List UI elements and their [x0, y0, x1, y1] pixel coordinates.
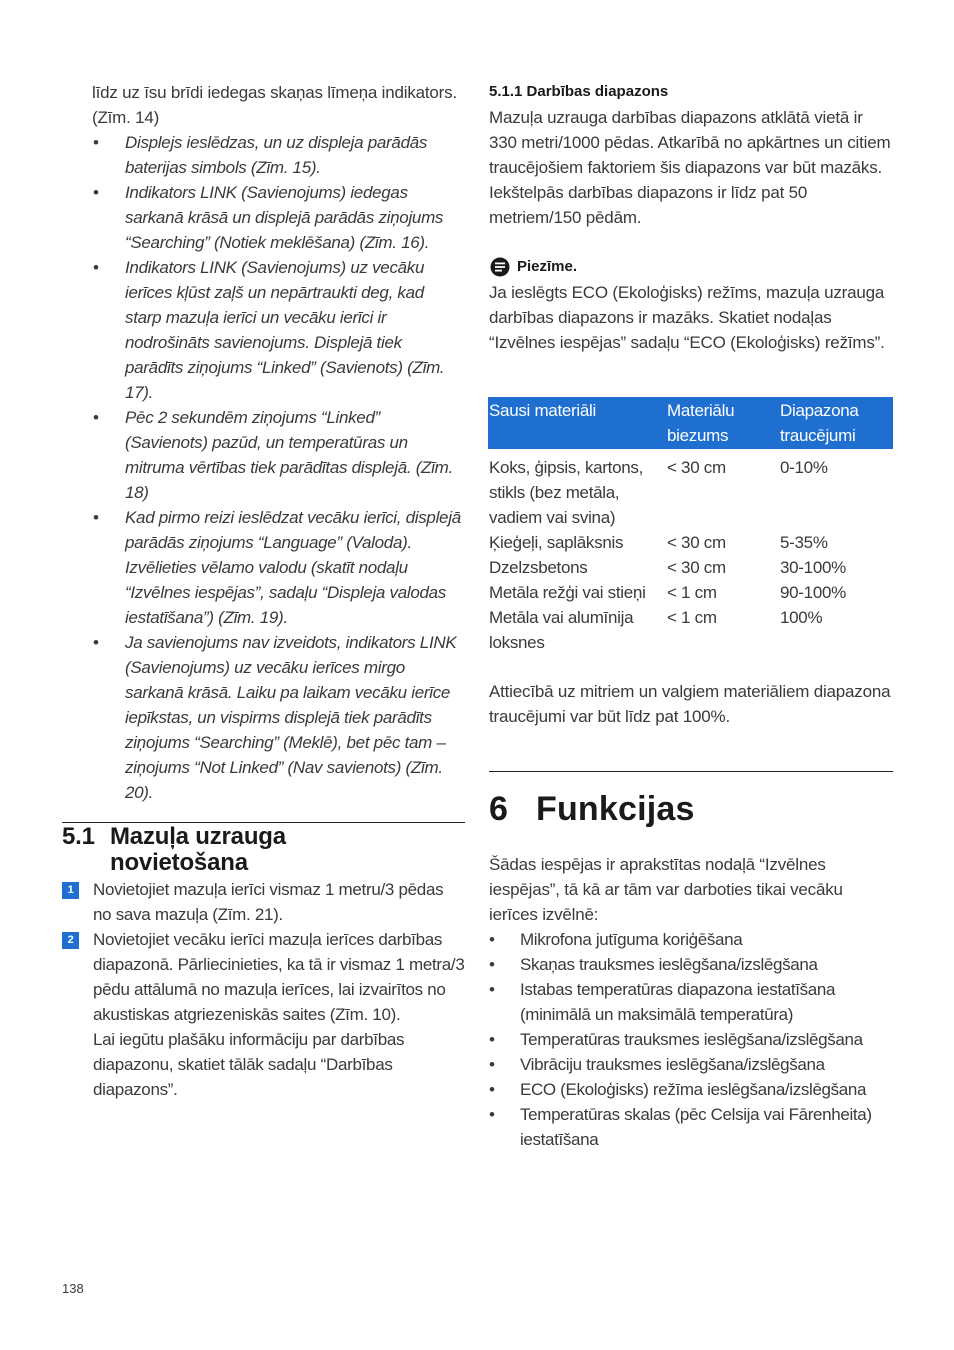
list-item-text: ECO (Ekoloģisks) režīma ieslēgšana/izslēgšana: [520, 1080, 867, 1099]
functions-list: [489, 927, 899, 1152]
after-table-paragraph: Attiecībā uz mitriem un valgiem materiāliem diapazona traucējumi var būt līdz pat 100%.: [489, 682, 891, 726]
chapter-title: Funkcijas: [536, 790, 695, 828]
step-extra-text: Lai iegūtu plašāku informāciju par darbības diapazonu, skatiet tālāk sadaļu “Darbības diapazons”.: [93, 1030, 405, 1099]
table-cell: Ķieģeļi, saplāksnis: [489, 533, 624, 552]
table-cell: Dzelzsbetons: [489, 558, 588, 577]
note-text: Ja ieslēgts ECO (Ekoloģisks) režīms, mazuļa uzrauga darbības diapazons ir mazāks. Skatiet nodaļas “Izvēlnes iespējas” sadaļu “ECO (Ekoloģisks) režīms”.: [489, 283, 885, 352]
functions-intro: Šādas iespējas ir aprakstītas nodaļā “Izvēlnes iespējas”, tā kā ar tām var darboties tikai vecāku ierīces izvēlnē:: [489, 855, 843, 924]
bullet-icon: •: [93, 183, 99, 202]
bullet-icon: •: [489, 1055, 495, 1074]
step-number-badge: 2: [62, 932, 79, 949]
list-item-text: Vibrāciju trauksmes ieslēgšana/izslēgšana: [520, 1055, 825, 1074]
list-item: [92, 505, 464, 630]
bullet-icon: •: [93, 133, 99, 152]
list-item-text: Skaņas trauksmes ieslēgšana/izslēgšana: [520, 955, 818, 974]
table-cell: < 30 cm: [667, 458, 726, 477]
list-item-text: Displejs ieslēdzas, un uz displeja parādās baterijas simbols (Zīm. 15).: [125, 133, 428, 177]
bullet-icon: •: [93, 408, 99, 427]
column-header: Materiālu biezums: [666, 397, 779, 449]
bullet-icon: •: [489, 980, 495, 999]
materials-table: [488, 397, 893, 655]
list-item-text: Kad pirmo reizi ieslēdzat vecāku ierīci, displejā parādās ziņojums “Language” (Valoda). Izvēlieties vēlamo valodu (skatīt nodaļu “Izvēlnes iespējas”, sadaļu “Displeja valodas iestatīšana”) (Zīm. 19).: [125, 508, 461, 627]
list-item: [92, 130, 464, 180]
bullet-icon: •: [93, 258, 99, 277]
bullet-icon: •: [93, 633, 99, 652]
bullet-icon: •: [489, 1105, 495, 1124]
list-item-text: Mikrofona jutīguma koriģēšana: [520, 930, 743, 949]
list-item: [92, 180, 464, 255]
bullet-icon: •: [489, 930, 495, 949]
status-bullet-list: [92, 130, 464, 805]
table-cell: Metāla režģi vai stieņi: [489, 583, 646, 602]
chapter-heading: [489, 786, 695, 832]
page-number: 138: [62, 1281, 84, 1296]
bullet-icon: •: [93, 508, 99, 527]
section-title-line2: novietošana: [110, 849, 248, 876]
section-number: 5.1: [62, 823, 95, 850]
bullet-icon: •: [489, 955, 495, 974]
table-cell: < 30 cm: [667, 533, 726, 552]
table-cell: Koks, ģipsis, kartons, stikls (bez metāla, vadiem vai svina): [489, 458, 644, 527]
subsection-heading: 5.1.1 Darbības diapazons: [489, 83, 669, 100]
table-row: [488, 555, 893, 580]
list-item: [92, 255, 464, 405]
list-item: [489, 1027, 899, 1052]
table-cell: 0-10%: [780, 458, 828, 477]
note-title: Piezīme.: [517, 258, 578, 275]
list-item: [489, 1052, 899, 1077]
list-item-text: Temperatūras skalas (pēc Celsija vai Fārenheita) iestatīšana: [520, 1105, 872, 1149]
note-icon: [490, 257, 510, 277]
list-item: [92, 405, 464, 505]
table-cell: 30-100%: [780, 558, 846, 577]
step-item: [62, 927, 466, 1102]
step-text: Novietojiet vecāku ierīci mazuļa ierīces darbības diapazonā. Pārliecinieties, ka tā ir vismaz 1 metra/3 pēdu attālumā no mazuļa ierīces, lai izvairītos no akustiskas atgriezeniskās saites (Zīm. 10).: [93, 930, 465, 1024]
column-header: Diapazona traucējumi: [779, 397, 893, 449]
table-header-row: [488, 397, 893, 449]
range-paragraph: Mazuļa uzrauga darbības diapazons atklātā vietā ir 330 metri/1000 pēdas. Atkarībā no apkārtnes un citiem traucējošiem faktoriem šis diapazons var būt mazāks. Iekštelpās darbības diapazons ir līdz pat 50 metriem/150 pēdām.: [489, 108, 891, 227]
chapter-number: 6: [489, 790, 509, 828]
list-item-text: Indikators LINK (Savienojums) iedegas sarkanā krāsā un displejā parādās ziņojums “Searching” (Notiek meklēšana) (Zīm. 16).: [125, 183, 444, 252]
table-cell: < 30 cm: [667, 558, 726, 577]
list-item-text: Pēc 2 sekundēm ziņojums “Linked” (Savienots) pazūd, un temperatūras un mitruma vērtības tiek parādītas displejā. (Zīm. 18): [125, 408, 453, 502]
table-cell: < 1 cm: [667, 608, 717, 627]
list-item: [489, 1077, 899, 1102]
section-heading: [62, 824, 462, 876]
bullet-icon: •: [489, 1030, 495, 1049]
table-row: [488, 449, 893, 530]
section-title-line1: Mazuļa uzrauga: [110, 823, 286, 850]
intro-paragraph: līdz uz īsu brīdi iedegas skaņas līmeņa indikators. (Zīm. 14): [92, 83, 457, 127]
list-item: [92, 630, 464, 805]
table-row: [488, 605, 893, 655]
step-number-badge: 1: [62, 882, 79, 899]
list-item: [489, 952, 899, 977]
table-cell: < 1 cm: [667, 583, 717, 602]
placement-steps: [62, 877, 466, 1102]
table-cell: 5-35%: [780, 533, 828, 552]
table-cell: 100%: [780, 608, 823, 627]
step-item: [62, 877, 466, 927]
table-row: [488, 580, 893, 605]
column-header: Sausi materiāli: [488, 397, 666, 449]
table-cell: 90-100%: [780, 583, 846, 602]
list-item: [489, 977, 899, 1027]
note-heading: [490, 256, 577, 278]
chapter-divider: [489, 771, 893, 772]
list-item-text: Ja savienojums nav izveidots, indikators LINK (Savienojums) uz vecāku ierīces mirgo sarkanā krāsā. Laiku pa laikam vecāku ierīce iepīkstas, un vispirms displejā tiek parādīts ziņojums “Searching” (Meklē), bet pēc tam – ziņojums “Not Linked” (Nav savienots) (Zīm. 20).: [125, 633, 457, 802]
list-item: [489, 1102, 899, 1152]
list-item-text: Indikators LINK (Savienojums) uz vecāku ierīces kļūst zaļš un nepārtraukti deg, kad starp mazuļa ierīci un vecāku ierīci ir nodrošināts savienojums. Displejā tiek parādīts ziņojums “Linked” (Savienots) (Zīm. 17).: [125, 258, 445, 402]
list-item-text: Temperatūras trauksmes ieslēgšana/izslēgšana: [520, 1030, 863, 1049]
bullet-icon: •: [489, 1080, 495, 1099]
table-cell: Metāla vai alumīnija loksnes: [489, 608, 634, 652]
list-item-text: Istabas temperatūras diapazona iestatīšana (minimālā un maksimālā temperatūra): [520, 980, 836, 1024]
table-row: [488, 530, 893, 555]
step-text: Novietojiet mazuļa ierīci vismaz 1 metru/3 pēdas no sava mazuļa (Zīm. 21).: [93, 880, 444, 924]
list-item: [489, 927, 899, 952]
